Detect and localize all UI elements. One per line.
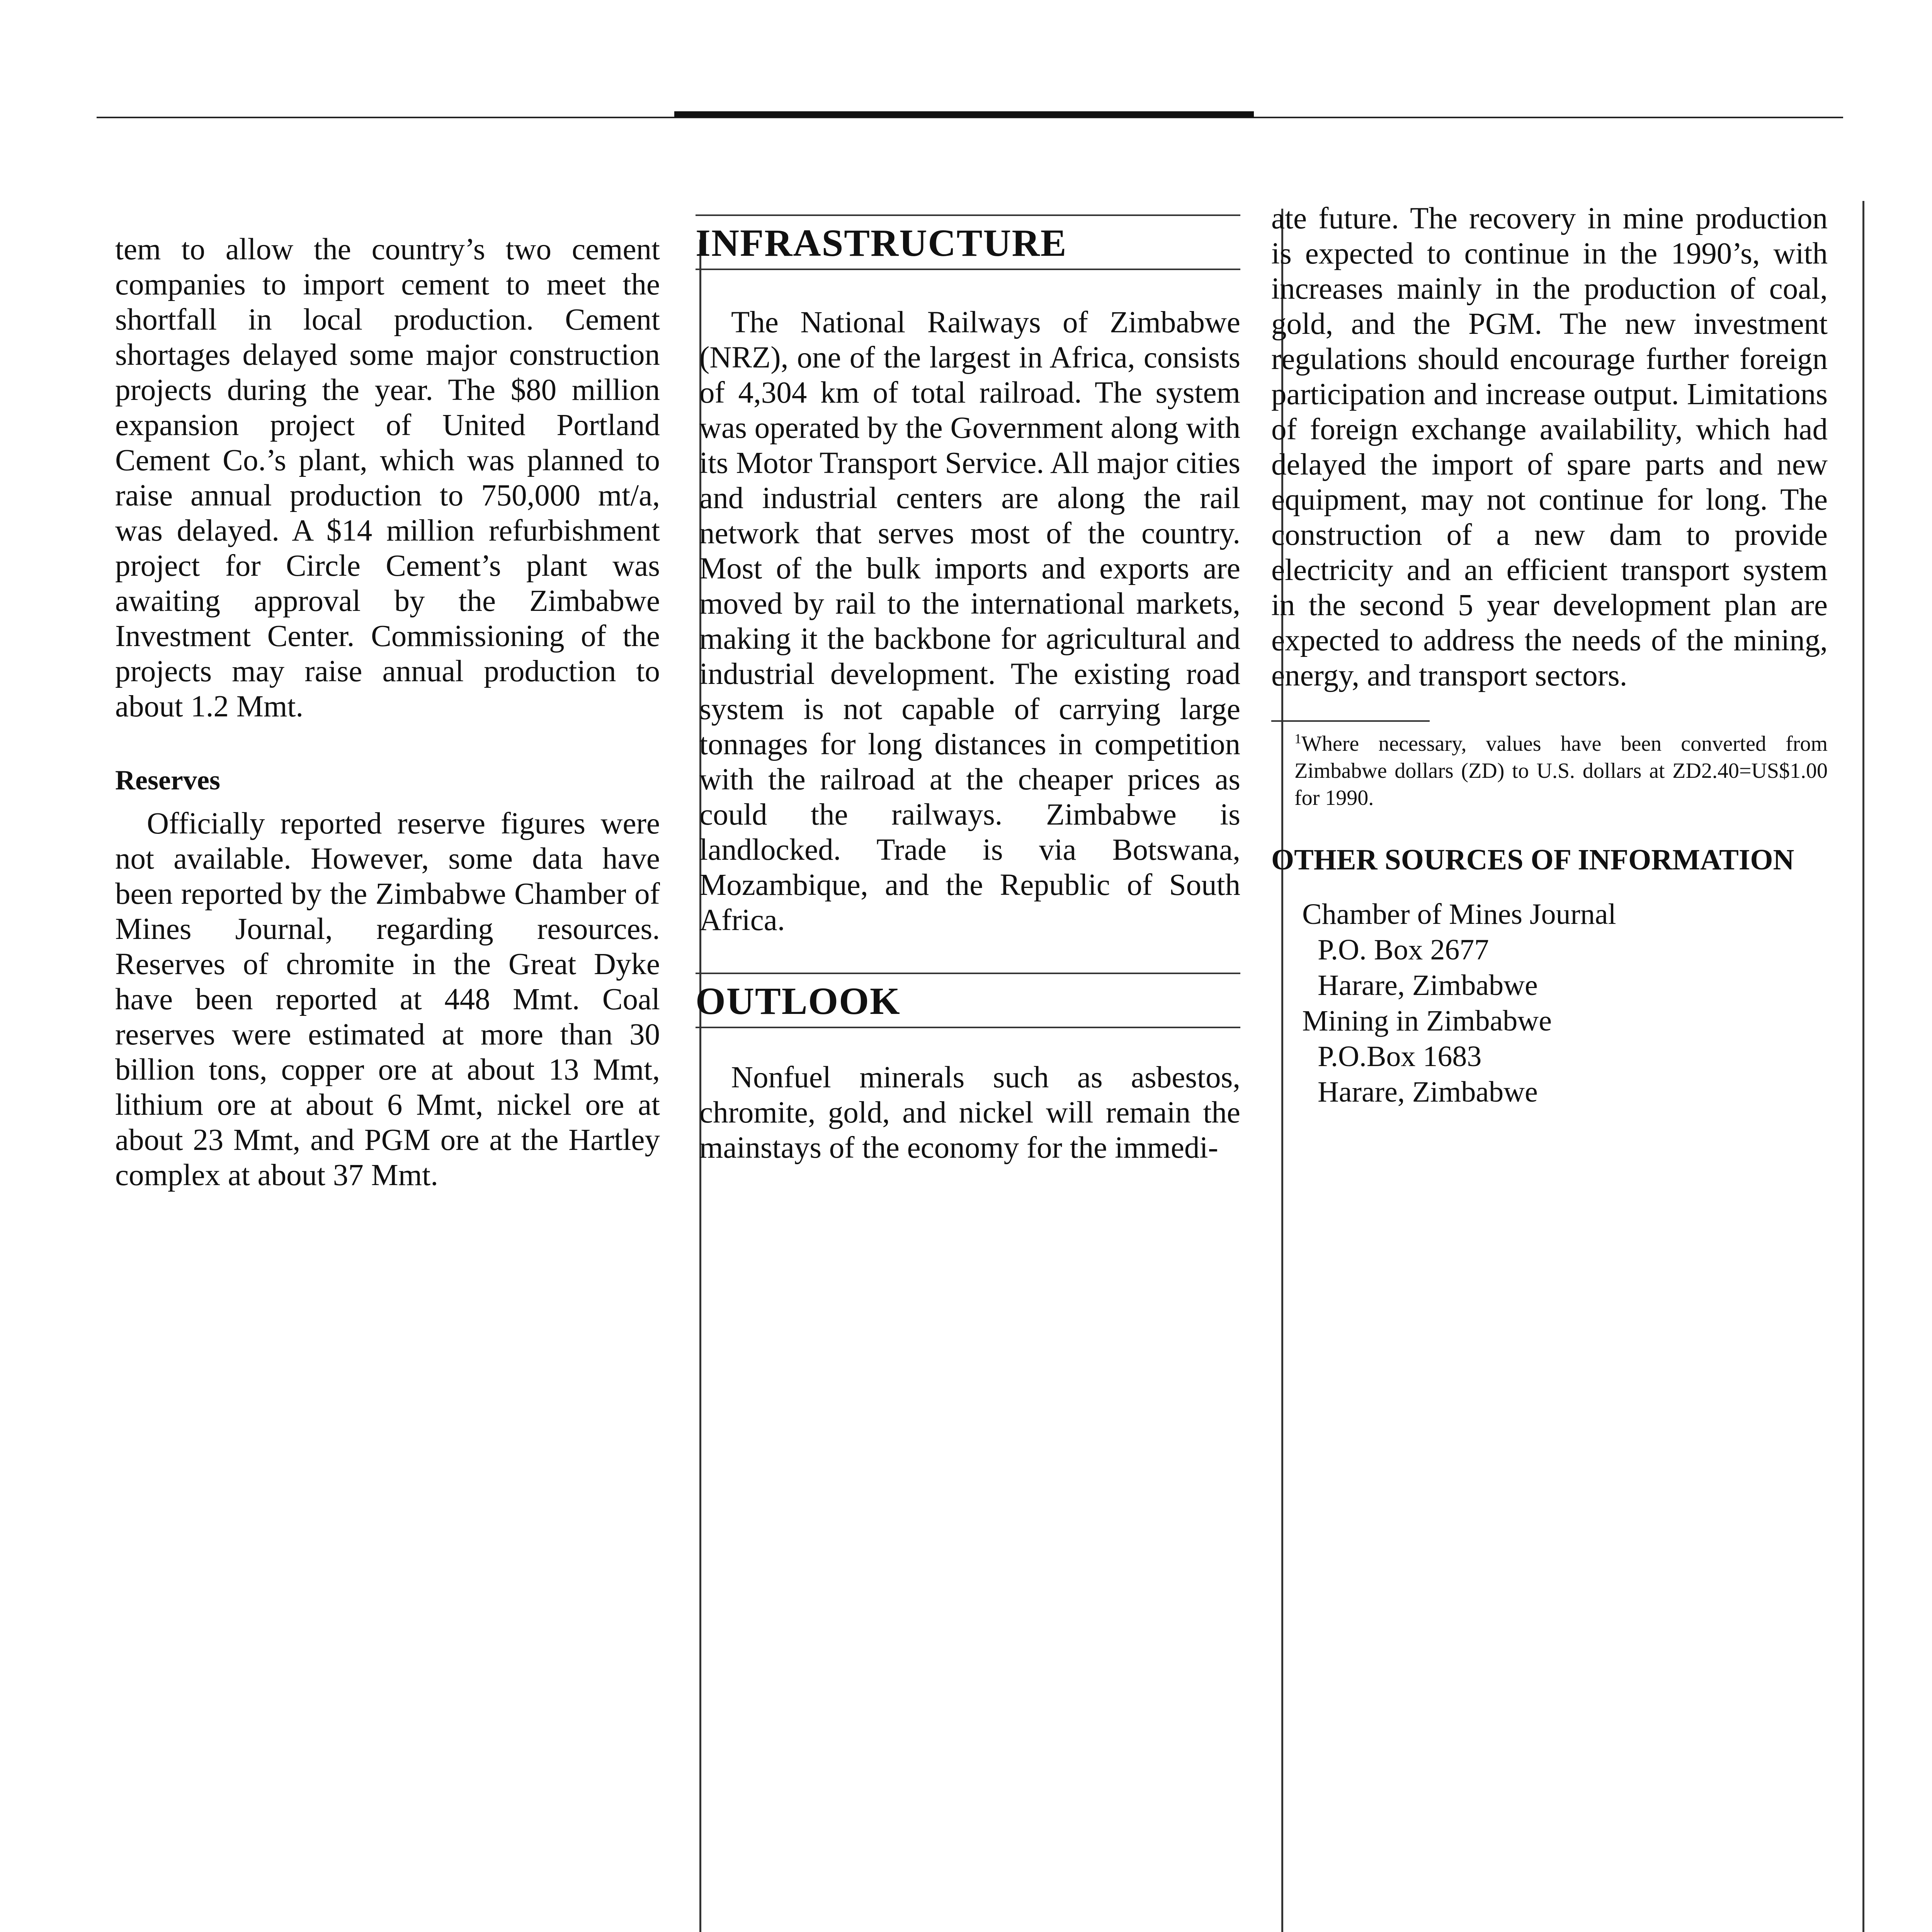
top-rule-accent xyxy=(674,111,1254,117)
outlook-continued-paragraph: ate future. The recovery in mine production is expected to continue in the 1990’s, with increases mainly in the production of coal, gold, and the PGM. The new investment regulations should encourage further foreign participation and increase output. Limitations of foreign exchange availability, which had delayed the import of spare parts and new equipment, may not continue for long. The construction of a new dam to provide electricity and an efficient transport system in the second 5 year development plan are expected to address the needs of the mining, energy, and transport sectors. xyxy=(1271,202,1828,692)
infrastructure-heading-block xyxy=(696,214,1240,270)
cement-paragraph: tem to allow the country’s two cement companies to import cement to meet the shortfall in local production. Cement shortages delayed some major construction projects during the year. The $80 million expansion project of United Portland Cement Co.’s plant, which was planned to raise annual production to 750,000 mt/a, was delayed. A $14 million refurbishment project for Circle Cement’s plant was awaiting approval by the Zimbabwe Investment Center. Commissioning of the projects may raise annual production to about 1.2 Mmt. xyxy=(115,233,660,723)
footnote-marker: 1 xyxy=(1294,731,1301,747)
outlook-heading: OUTLOOK xyxy=(696,980,901,1022)
outlook-paragraph: Nonfuel minerals such as asbestos, chromite, gold, and nickel will remain the mainstays of the economy for the immedi- xyxy=(699,1061,1240,1165)
infrastructure-paragraph: The National Railways of Zimbabwe (NRZ), one of the largest in Africa, consists of 4,304 km of total railroad. The system was operated by the Government along with its Motor Transport Service. All major cities and industrial centers are along the rail network that serves most of the country. Most of the bulk imports and exports are moved by rail to the international markets, making it the backbone for agricultural and industrial development. The existing road system is not capable of carrying large tonnages for long distances in competition with the railroad at the cheaper prices as could the railways. Zimbabwe is landlocked. Trade is via Botswana, Mozambique, and the Republic of South Africa. xyxy=(699,306,1240,937)
footnote-rule xyxy=(1271,720,1430,722)
reserves-heading: Reserves xyxy=(115,765,220,796)
column-2 xyxy=(696,214,1240,1165)
infrastructure-heading: INFRASTRUCTURE xyxy=(696,221,1067,264)
source-box: P.O. Box 2677 xyxy=(1318,934,1489,966)
source-city: Harare, Zimbabwe xyxy=(1318,1076,1538,1108)
source-name: Chamber of Mines Journal xyxy=(1302,898,1616,930)
column-divider-3 xyxy=(1862,201,1864,1932)
source-name: Mining in Zimbabwe xyxy=(1302,1005,1552,1037)
reserves-paragraph: Officially reported reserve figures were not available. However, some data have been reported by the Zimbabwe Chamber of Mines Journal, regarding resources. Reserves of chromite in the Great Dyke have been reported at 448 Mmt. Coal reserves were estimated at more than 30 billion tons, copper ore at about 13 Mmt, lithium ore at about 6 Mmt, nickel ore at about 23 Mmt, and PGM ore at the Hartley complex at about 37 Mmt. xyxy=(115,807,660,1192)
outlook-heading-block xyxy=(696,973,1240,1028)
source-box: P.O.Box 1683 xyxy=(1318,1040,1482,1073)
other-sources-heading: OTHER SOURCES OF INFORMATION xyxy=(1271,844,1794,876)
footnote xyxy=(1271,730,1828,811)
sources-list xyxy=(1271,896,1828,1110)
column-1 xyxy=(115,232,660,1193)
source-city: Harare, Zimbabwe xyxy=(1318,969,1538,1002)
column-3 xyxy=(1271,201,1828,1110)
footnote-text: Where necessary, values have been converted from Zimbabwe dollars (ZD) to U.S. dollars at ZD2.40=US$1.00 for 1990. xyxy=(1294,732,1828,810)
